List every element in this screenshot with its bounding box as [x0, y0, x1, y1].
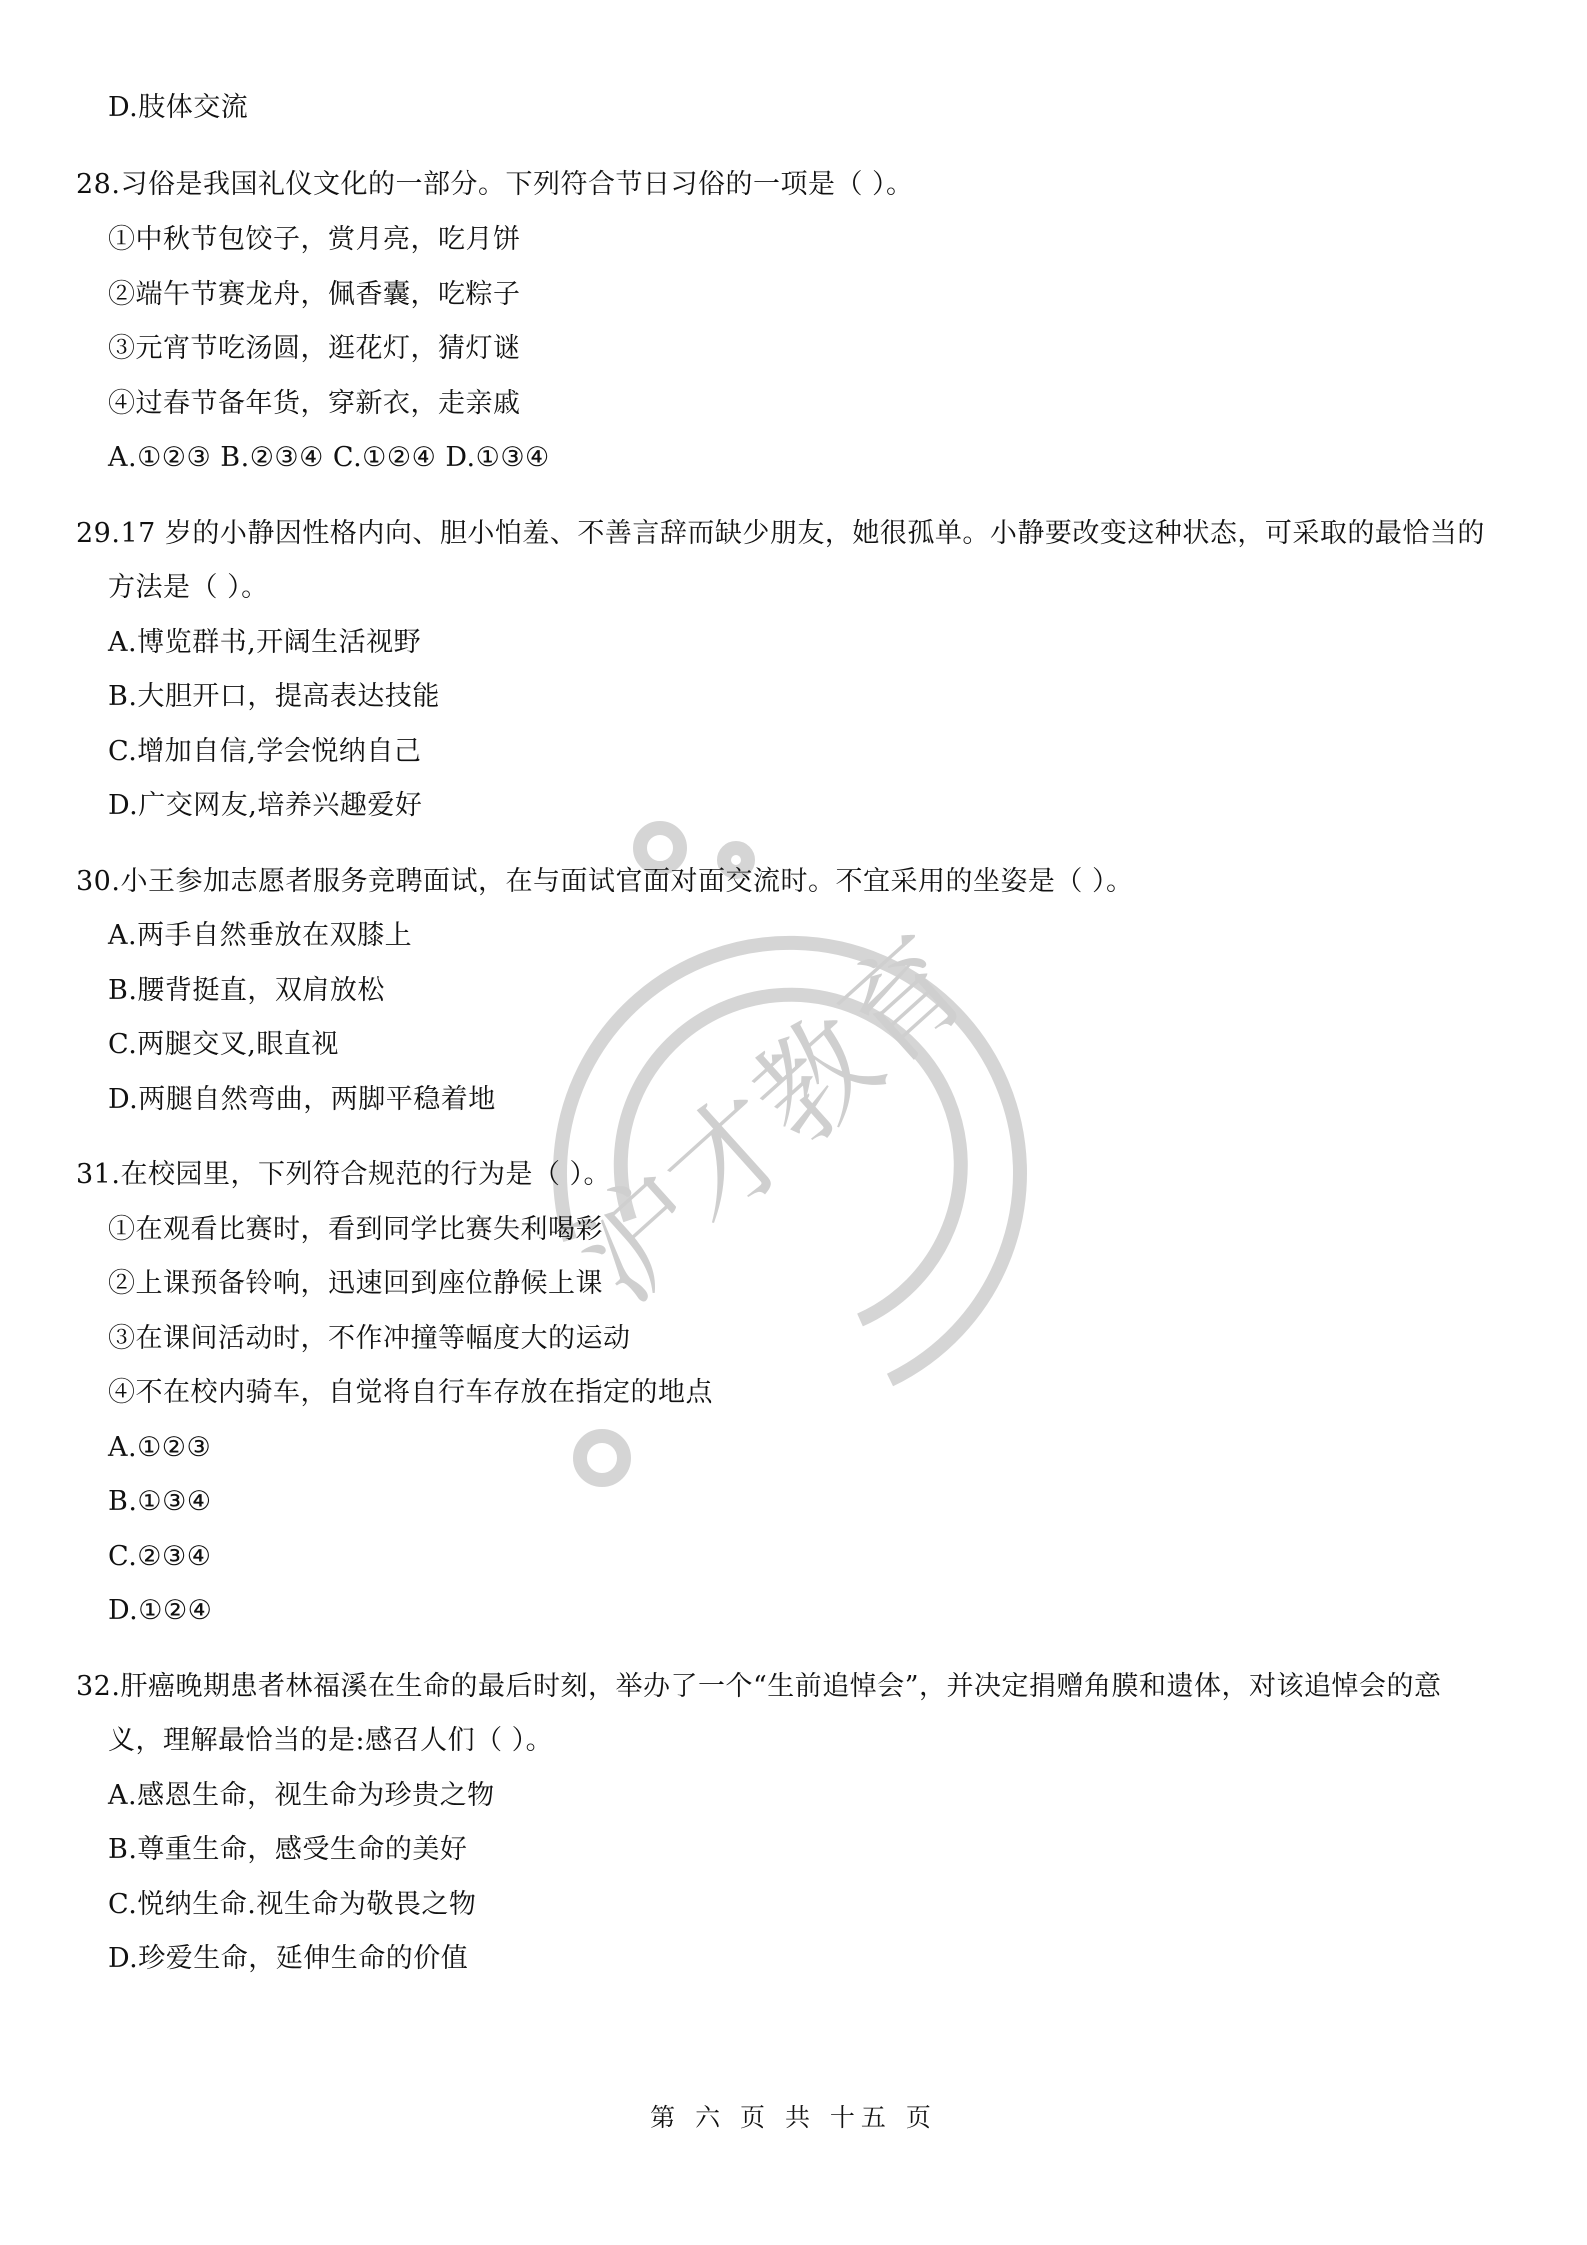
q32-stem-continued: 义，理解最恰当的是:感召人们（ ）。 [108, 1725, 554, 1756]
q29-option-d: D.广交网友,培养兴趣爱好 [108, 790, 423, 821]
q29-option-c: C.增加自信,学会悦纳自己 [108, 736, 422, 767]
watermark-small-circle-top [640, 828, 680, 868]
q31-statement-3: ③在课间活动时，不作冲撞等幅度大的运动 [108, 1323, 631, 1354]
q32-stem: 32.肝癌晚期患者林福溪在生命的最后时刻，举办了一个“生前追悼会”，并决定捐赠角膜和遗体，对该追悼会的意 [76, 1671, 1442, 1702]
q28-statement-2: ②端午节赛龙舟，佩香囊，吃粽子 [108, 279, 521, 310]
q30-option-d: D.两腿自然弯曲，两脚平稳着地 [108, 1084, 496, 1115]
q28-statement-4: ④过春节备年货，穿新衣，走亲戚 [108, 388, 521, 419]
q32-option-a: A.感恩生命，视生命为珍贵之物 [108, 1780, 495, 1811]
q32-option-d: D.珍爱生命，延伸生命的价值 [108, 1943, 469, 1974]
q31-option-b: B.①③④ [108, 1486, 212, 1517]
watermark-outer-arc [560, 943, 1020, 1380]
q29-stem-continued: 方法是（ ）。 [108, 572, 269, 603]
q28-stem: 28.习俗是我国礼仪文化的一部分。下列符合节日习俗的一项是（ ）。 [76, 169, 914, 200]
q30-option-b: B.腰背挺直，双肩放松 [108, 975, 385, 1006]
q31-statement-4: ④不在校内骑车，自觉将自行车存放在指定的地点 [108, 1377, 713, 1408]
q31-statement-1: ①在观看比赛时，看到同学比赛失利喝彩 [108, 1214, 603, 1245]
q31-stem: 31.在校园里，下列符合规范的行为是（ ）。 [76, 1159, 612, 1190]
q28-statement-1: ①中秋节包饺子，赏月亮，吃月饼 [108, 224, 521, 255]
q30-stem: 30.小王参加志愿者服务竞聘面试，在与面试官面对面交流时。不宜采用的坐姿是（ ）。 [76, 866, 1134, 897]
watermark-inner-arc [621, 995, 961, 1320]
watermark-text: 沪才教育 [551, 910, 995, 1329]
q28-statement-3: ③元宵节吃汤圆，逛花灯，猜灯谜 [108, 333, 521, 364]
q32-option-b: B.尊重生命，感受生命的美好 [108, 1834, 468, 1865]
q32-option-c: C.悦纳生命.视生命为敬畏之物 [108, 1889, 477, 1920]
page-footer: 第 六 页 共 十五 页 [650, 2103, 937, 2132]
q29-option-a: A.博览群书,开阔生活视野 [108, 627, 422, 658]
q28-options: A.①②③ B.②③④ C.①②④ D.①③④ [108, 442, 550, 473]
watermark-small-circle-bottom [580, 1436, 624, 1480]
q30-option-c: C.两腿交叉,眼直视 [108, 1029, 339, 1060]
q31-option-a: A.①②③ [108, 1432, 212, 1463]
q29-stem: 29.17 岁的小静因性格内向、胆小怕羞、不善言辞而缺少朋友，她很孤单。小静要改变这种状态，可采取的最恰当的 [76, 518, 1485, 549]
q27-option-d: D.肢体交流 [108, 92, 249, 123]
q31-statement-2: ②上课预备铃响，迅速回到座位静候上课 [108, 1268, 603, 1299]
q31-option-c: C.②③④ [108, 1541, 212, 1572]
q30-option-a: A.两手自然垂放在双膝上 [108, 920, 413, 951]
q29-option-b: B.大胆开口，提高表达技能 [108, 681, 440, 712]
q31-option-d: D.①②④ [108, 1595, 213, 1626]
